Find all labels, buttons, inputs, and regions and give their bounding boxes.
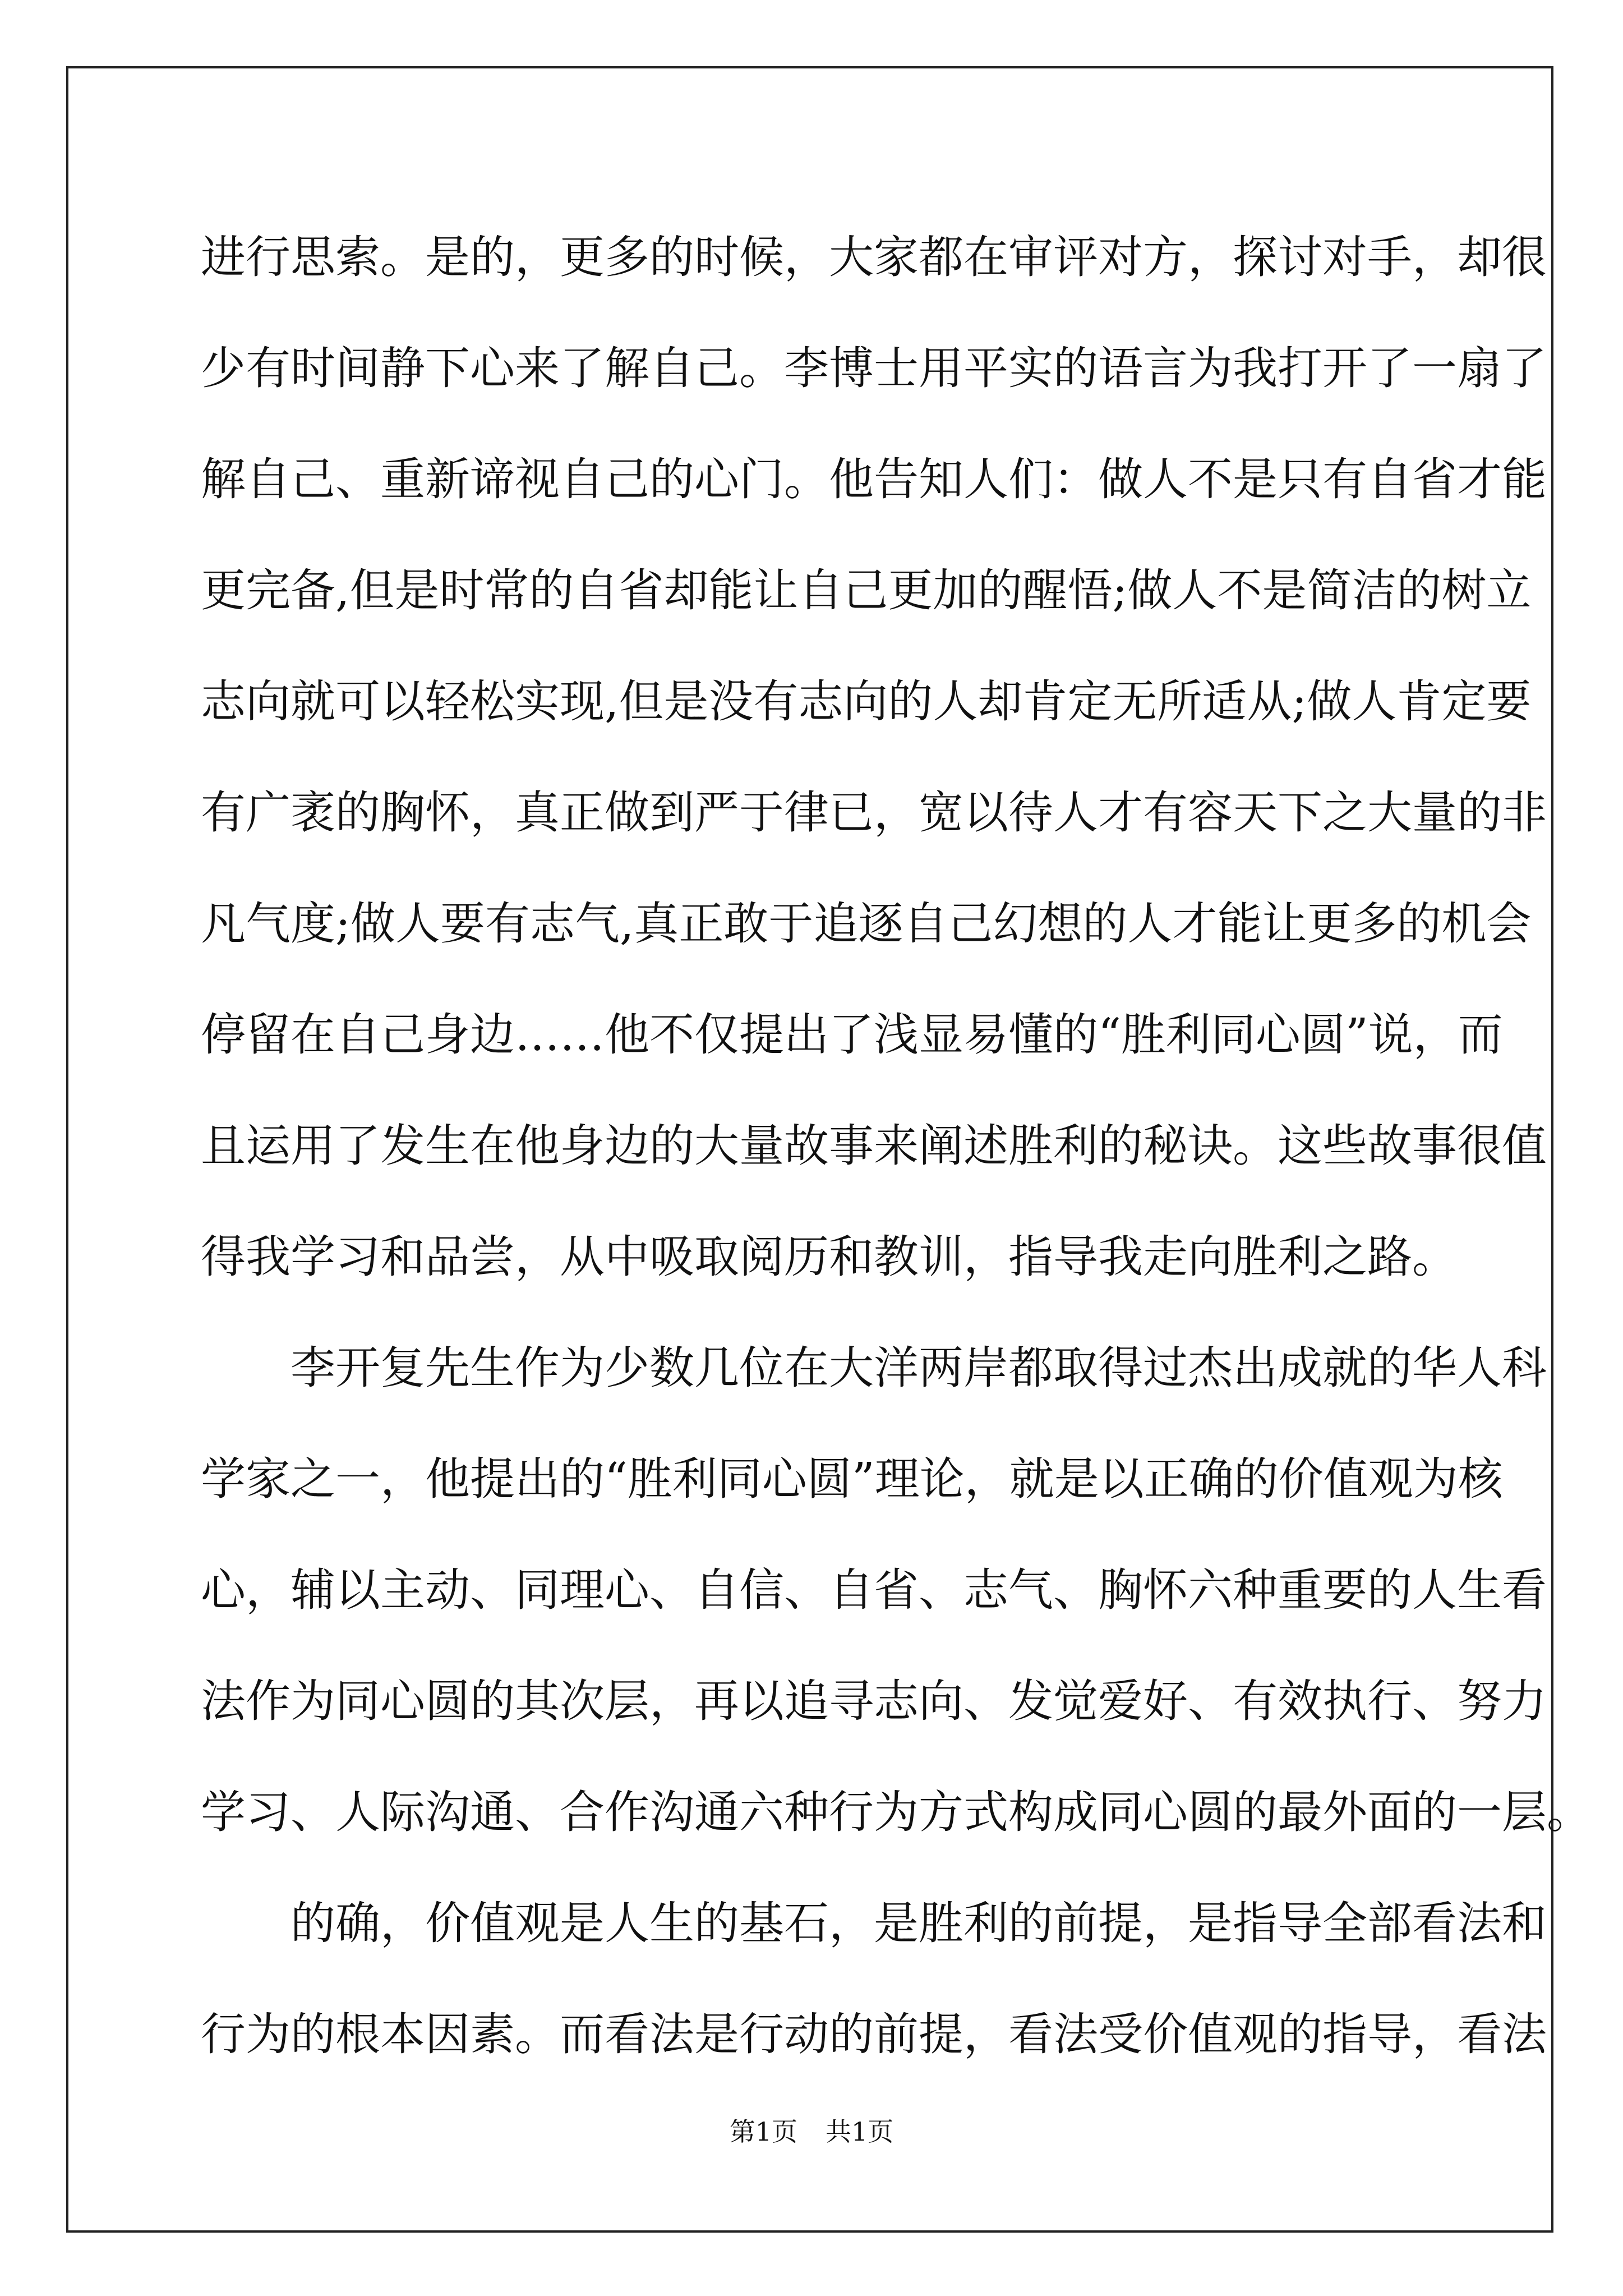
- page-footer: [0, 2115, 1623, 2148]
- text-line: 志向就可以轻松实现,但是没有志向的人却肯定无所适从;做人肯定要: [201, 675, 1532, 728]
- text-line: 更完备,但是时常的自省却能让自己更加的醒悟;做人不是简洁的树立: [201, 564, 1532, 616]
- text-line: 有广袤的胸怀，真正做到严于律已，宽以待人才有容天下之大量的非: [201, 786, 1547, 839]
- page-total: 共1页: [826, 2116, 894, 2147]
- text-line: 停留在自己身边……他不仅提出了浅显易懂的“胜利同心圆”说，而: [201, 1009, 1503, 1061]
- text-line: 得我学习和品尝，从中吸取阅历和教训，指导我走向胜利之路。: [201, 1231, 1457, 1283]
- text-line: 学家之一，他提出的“胜利同心圆”理论，就是以正确的价值观为核: [201, 1453, 1503, 1505]
- text-line: 进行思索。是的，更多的时候，大家都在审评对方，探讨对手，却很: [201, 231, 1547, 283]
- page-number: 第1页: [729, 2116, 797, 2147]
- text-line: 且运用了发生在他身边的大量故事来阐述胜利的秘诀。这些故事很值: [201, 1120, 1547, 1172]
- text-line: 解自己、重新谛视自己的心门。他告知人们：做人不是只有自省才能: [201, 453, 1547, 505]
- text-line: 少有时间静下心来了解自己。李博士用平实的语言为我打开了一扇了: [201, 342, 1547, 394]
- text-line: 行为的根本因素。而看法是行动的前提，看法受价值观的指导，看法: [201, 2008, 1547, 2060]
- text-line: 的确，价值观是人生的基石，是胜利的前提，是指导全部看法和: [201, 1897, 1547, 1949]
- text-line: 学习、人际沟通、合作沟通六种行为方式构成同心圆的最外面的一层。: [201, 1786, 1592, 1838]
- text-line: 心，辅以主动、同理心、自信、自省、志气、胸怀六种重要的人生看: [201, 1564, 1547, 1616]
- body-text: [201, 202, 1592, 2090]
- text-line: 凡气度;做人要有志气,真正敢于追逐自己幻想的人才能让更多的机会: [201, 898, 1532, 950]
- text-line: 法作为同心圆的其次层，再以追寻志向、发觉爱好、有效执行、努力: [201, 1675, 1547, 1727]
- text-line: 李开复先生作为少数几位在大洋两岸都取得过杰出成就的华人科: [201, 1342, 1547, 1394]
